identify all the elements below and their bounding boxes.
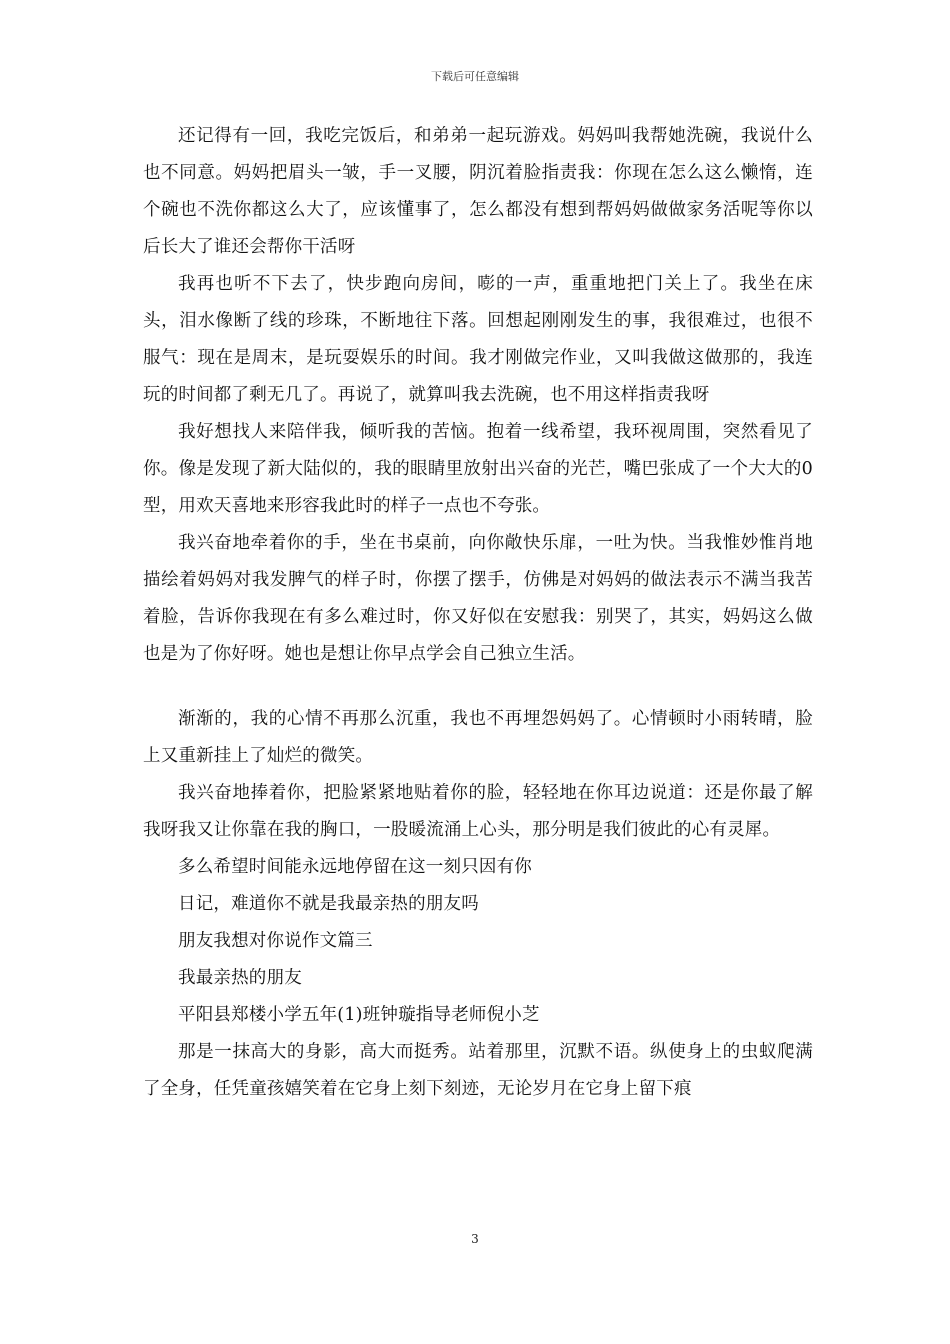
paragraph-gap	[143, 673, 813, 701]
paragraph: 那是一抹高大的身影，高大而挺秀。站着那里，沉默不语。纵使身上的虫蚁爬满了全身，任凭童孩嬉笑着在它身上刻下刻迹，无论岁月在它身上留下痕	[143, 1042, 813, 1099]
paragraph: 我好想找人来陪伴我，倾听我的苦恼。抱着一线希望，我环视周围，突然看见了你。像是发现了新大陆似的，我的眼睛里放射出兴奋的光芒，嘴巴张成了一个大大的0型，用欢天喜地来形容我此时的样子一点也不夸张。	[143, 422, 813, 516]
paragraph: 多么希望时间能永远地停留在这一刻只因有你	[178, 857, 532, 877]
essay-title: 我最亲热的朋友	[178, 968, 302, 988]
paragraph: 我兴奋地捧着你，把脸紧紧地贴着你的脸，轻轻地在你耳边说道：还是你最了解我呀我又让你靠在我的胸口，一股暖流涌上心头，那分明是我们彼此的心有灵犀。	[143, 783, 813, 840]
page-number: 3	[471, 1232, 479, 1246]
paragraph: 渐渐的，我的心情不再那么沉重，我也不再埋怨妈妈了。心情顿时小雨转晴，脸上又重新挂上了灿烂的微笑。	[143, 709, 813, 766]
page-header: 下载后可任意编辑	[431, 70, 519, 83]
author-line: 平阳县郑楼小学五年(1)班钟璇指导老师倪小芝	[178, 1005, 540, 1025]
section-title: 朋友我想对你说作文篇三	[178, 931, 373, 951]
paragraph: 日记，难道你不就是我最亲热的朋友吗	[178, 894, 479, 914]
paragraph: 还记得有一回，我吃完饭后，和弟弟一起玩游戏。妈妈叫我帮她洗碗，我说什么也不同意。妈妈把眉头一皱，手一叉腰，阴沉着脸指责我：你现在怎么这么懒惰，连个碗也不洗你都这么大了，应该懂事了，怎么都没有想到帮妈妈做做家务活呢等你以后长大了谁还会帮你干活呀	[143, 126, 813, 257]
paragraph: 我兴奋地牵着你的手，坐在书桌前，向你敞快乐扉，一吐为快。当我惟妙惟肖地描绘着妈妈对我发脾气的样子时，你摆了摆手，仿佛是对妈妈的做法表示不满当我苦着脸，告诉你我现在有多么难过时，你又好似在安慰我：别哭了，其实，妈妈这么做也是为了你好呀。她也是想让你早点学会自己独立生活。	[143, 533, 813, 664]
paragraph: 我再也听不下去了，快步跑向房间，嘭的一声，重重地把门关上了。我坐在床头，泪水像断了线的珍珠，不断地往下落。回想起刚刚发生的事，我很难过，也很不服气：现在是周末，是玩耍娱乐的时间。我才刚做完作业，又叫我做这做那的，我连玩的时间都了剩无几了。再说了，就算叫我去洗碗，也不用这样指责我呀	[143, 274, 813, 405]
document-body	[143, 118, 813, 1108]
